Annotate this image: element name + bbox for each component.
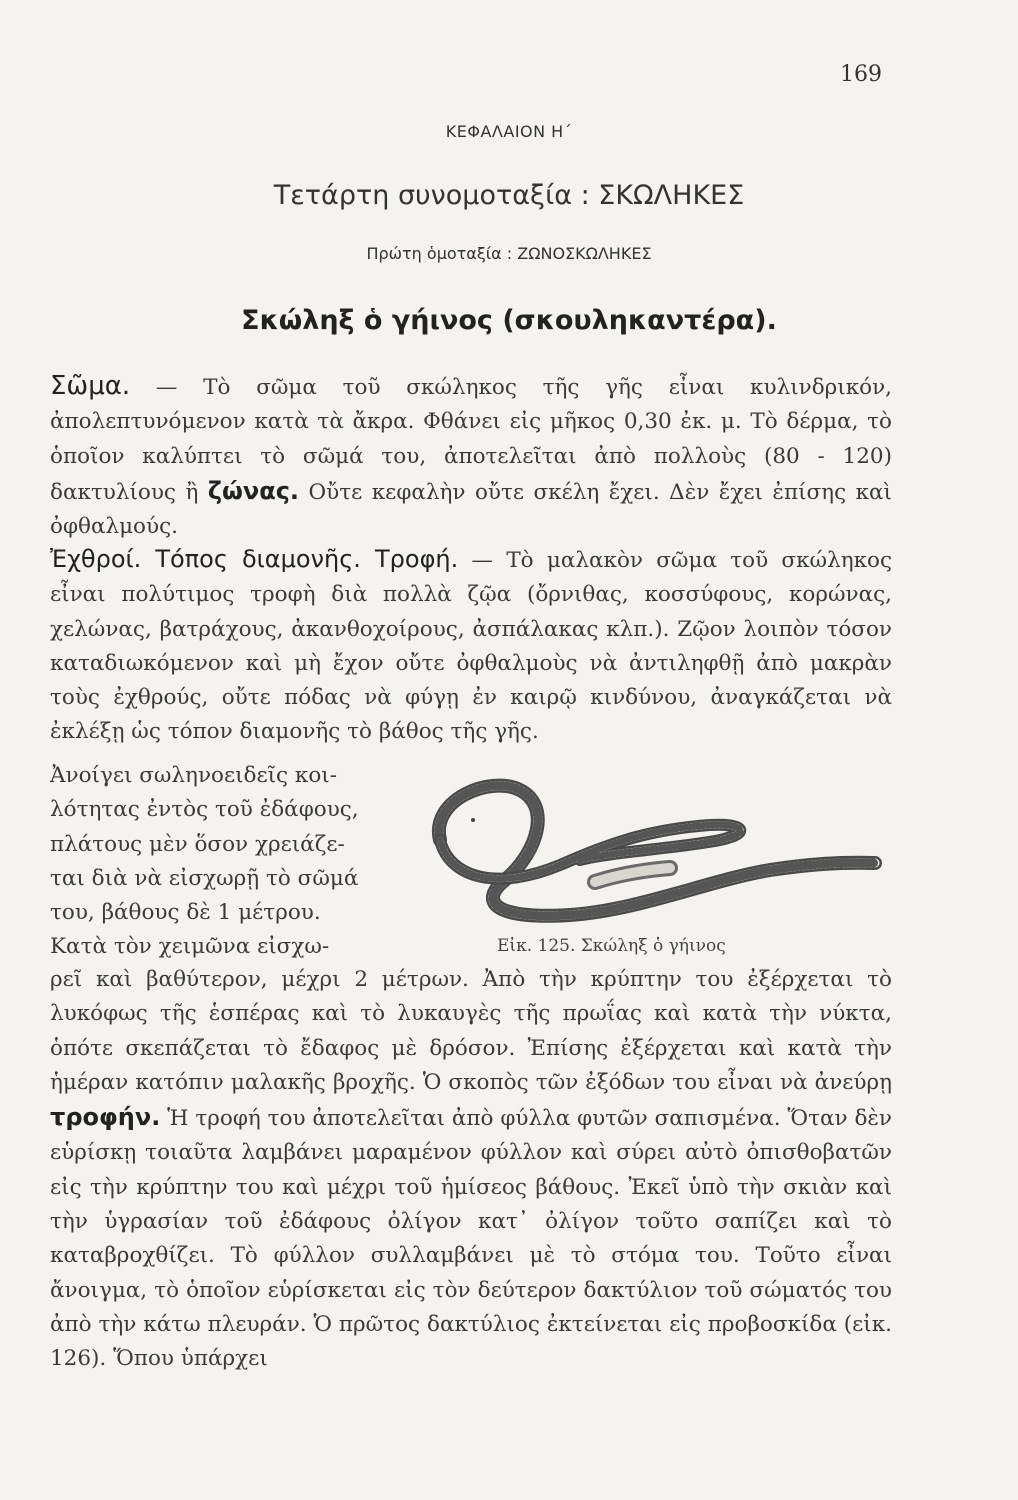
page-number: 169 — [840, 62, 882, 87]
wrap-line: πλάτους μὲν ὅσον χρειάζε- — [50, 831, 345, 857]
wrap-line: ται διὰ νὰ εἰσχωρῇ τὸ σῶμά — [50, 865, 359, 891]
wrap-line: του, βάθους δὲ 1 μέτρου. — [50, 900, 321, 926]
paragraph-wrap-column — [50, 759, 380, 965]
wrap-line: Κατὰ τὸν χειμῶνα εἰσχω- — [50, 934, 330, 960]
term-food: τροφήν. — [50, 1103, 161, 1132]
term-zones: ζώνας. — [207, 476, 300, 505]
paragraph-enemies-text: — Τὸ μαλακὸν σῶμα τοῦ σκώληκος εἶναι πολύτιμος τροφὴ διὰ πολλὰ ζῷα (ὄρνιθας, κοσσύφους, κορώνας, χελώνας, βατράχους, ἀκανθοχοίρους, ἀσπάλακας κλπ.). Ζῷον λοιπὸν τόσον καταδιωκόμενον καὶ μὴ ἔχον οὔτε ὀφθαλμοὺς νὰ ἀντιληφθῇ ἀπὸ μακρὰν τοὺς ἐχθρούς, οὔτε πόδας νὰ φύγῃ ἐν καιρῷ κινδύνου, ἀναγκάζεται νὰ ἐκλέξῃ ὡς τόπον διαμονῆς τὸ βάθος τῆς γῆς. — [50, 548, 893, 745]
section-label-body: Σῶμα. — [50, 371, 131, 401]
paragraph-body-text-1: — Τὸ σῶμα τοῦ σκώληκος τῆς γῆς εἶναι κυλινδρικόν, ἀπολεπτυνόμενον κατὰ τὰ ἄκρα. Φθάνει εἰς μῆκος 0,30 ἐκ. μ. Τὸ δέρμα, τὸ ὁποῖον καλύπτει τὸ σῶμά του, ἀποτελεῖται ἀπὸ πολλοὺς (80 - 120) δακτυλίους ἢ — [50, 375, 892, 505]
earthworm-figure — [410, 770, 890, 940]
section-label-enemies: Ἐχθροί. Τόπος διαμονῆς. Τροφή. — [50, 545, 459, 573]
paragraph-food-text-2: Ἡ τροφή του ἀποτελεῖται ἀπὸ φύλλα φυτῶν σαπισμένα. Ὅταν δὲν εὑρίσκῃ τοιαῦτα λαμβάνει μαραμένον φύλλον καὶ σύρει αὐτὸ ὀπισθοβατῶν εἰς τὴν κρύπτην του καὶ μέχρι τοῦ ἡμίσεος βάθους. Ἐκεῖ ὑπὸ τὴν σκιὰν καὶ τὴν ὑγρασίαν τοῦ ἐδάφους ὀλίγον κατ᾽ ὀλίγον τοῦτο σαπίζει καὶ τὸ καταβροχθίζει. Τὸ φύλλον συλλαμβάνει μὲ τὸ στόμα του. Τοῦτο εἶναι ἄνοιγμα, τὸ ὁποῖον εὑρίσκεται εἰς τὸν δεύτερον δακτύλιον τοῦ σώματός του ἀπὸ τὴν κάτω πλευράν. Ὁ πρῶτος δακτύλιος ἐκτείνεται εἰς προβοσκίδα (εἰκ. 126). Ὅπου ὑπάρχει — [50, 1106, 892, 1372]
paragraph-enemies — [50, 542, 892, 750]
paragraph-food — [50, 963, 892, 1377]
wrap-line: λότητας ἐντὸς τοῦ ἐδάφους, — [50, 797, 359, 823]
phylum-heading: Τετάρτη συνομοταξία : ΣΚΩΛΗΚΕΣ — [273, 180, 745, 211]
paragraph-body — [50, 369, 892, 544]
figure-caption: Εἰκ. 125. Σκώληξ ὁ γήινος — [497, 936, 726, 956]
chapter-heading: ΚΕΦΑΛΑΙΟΝ Η΄ — [445, 122, 573, 141]
species-heading: Σκώληξ ὁ γήινος (σκουληκαντέρα). — [241, 305, 777, 336]
paragraph-food-text-1: ρεῖ καὶ βαθύτερον, μέχρι 2 μέτρων. Ἀπὸ τὴν κρύπτην του ἐξέρχεται τὸ λυκόφως τῆς ἑσπέρας καὶ τὸ λυκαυγὲς τῆς πρωΐας καὶ κατὰ τὴν νύκτα, ὁπότε σκεπάζεται τὸ ἔδαφος μὲ δρόσον. Ἐπίσης ἐξέρχεται καὶ κατὰ τὴν ἡμέραν κατόπιν μαλακῆς βροχῆς. Ὁ σκοπὸς τῶν ἐξόδων του εἶναι νὰ ἀνεύρῃ — [50, 967, 892, 1095]
class-heading: Πρώτη ὁμοταξία : ΖΩΝΟΣΚΩΛΗΚΕΣ — [366, 244, 652, 263]
paragraph-body-text-2: Οὔτε κεφαλὴν οὔτε σκέλη ἔχει. Δὲν ἔχει ἐπίσης καὶ ὀφθαλμούς. — [50, 479, 892, 540]
wrap-line: Ἀνοίγει σωληνοειδεῖς κοι- — [50, 763, 337, 788]
